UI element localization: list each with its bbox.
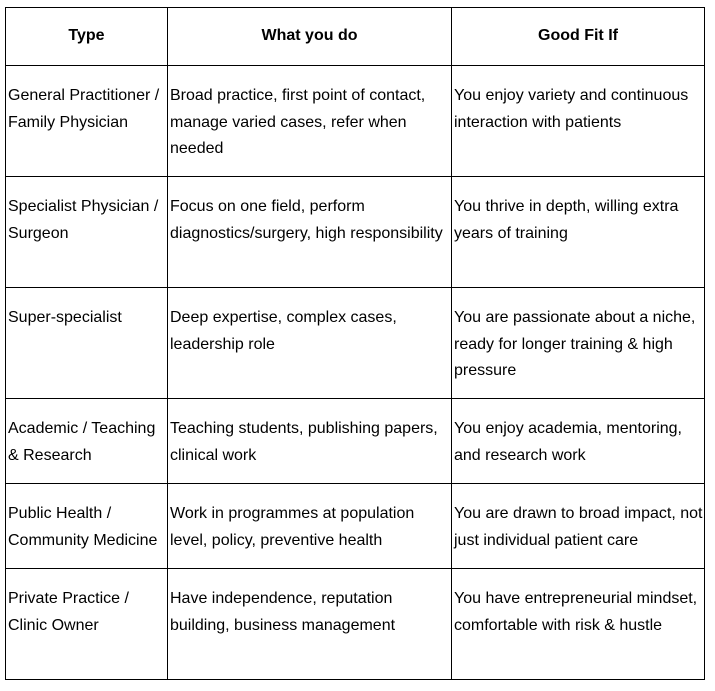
cell-type: Private Practice / Clinic Owner (6, 569, 168, 680)
cell-good-fit-if: You enjoy academia, mentoring, and research work (452, 399, 705, 484)
table-row (6, 66, 705, 177)
header-type: Type (6, 8, 168, 66)
table-row (6, 177, 705, 288)
cell-type: Specialist Physician / Surgeon (6, 177, 168, 288)
cell-type: Academic / Teaching & Research (6, 399, 168, 484)
career-types-table (5, 7, 705, 680)
cell-good-fit-if: You have entrepreneurial mindset, comfortable with risk & hustle (452, 569, 705, 680)
table-row (6, 288, 705, 399)
table-row (6, 569, 705, 680)
table-row (6, 399, 705, 484)
cell-type: Public Health / Community Medicine (6, 484, 168, 569)
cell-what-you-do: Deep expertise, complex cases, leadership role (168, 288, 452, 399)
header-what-you-do: What you do (168, 8, 452, 66)
cell-type: Super-specialist (6, 288, 168, 399)
cell-good-fit-if: You enjoy variety and continuous interaction with patients (452, 66, 705, 177)
header-good-fit-if: Good Fit If (452, 8, 705, 66)
cell-what-you-do: Have independence, reputation building, business management (168, 569, 452, 680)
cell-good-fit-if: You are drawn to broad impact, not just individual patient care (452, 484, 705, 569)
table-row (6, 484, 705, 569)
cell-type: General Practitioner / Family Physician (6, 66, 168, 177)
cell-good-fit-if: You are passionate about a niche, ready for longer training & high pressure (452, 288, 705, 399)
cell-what-you-do: Focus on one field, perform diagnostics/surgery, high responsibility (168, 177, 452, 288)
header-row (6, 8, 705, 66)
cell-what-you-do: Broad practice, first point of contact, manage varied cases, refer when needed (168, 66, 452, 177)
cell-good-fit-if: You thrive in depth, willing extra years of training (452, 177, 705, 288)
cell-what-you-do: Work in programmes at population level, policy, preventive health (168, 484, 452, 569)
cell-what-you-do: Teaching students, publishing papers, clinical work (168, 399, 452, 484)
